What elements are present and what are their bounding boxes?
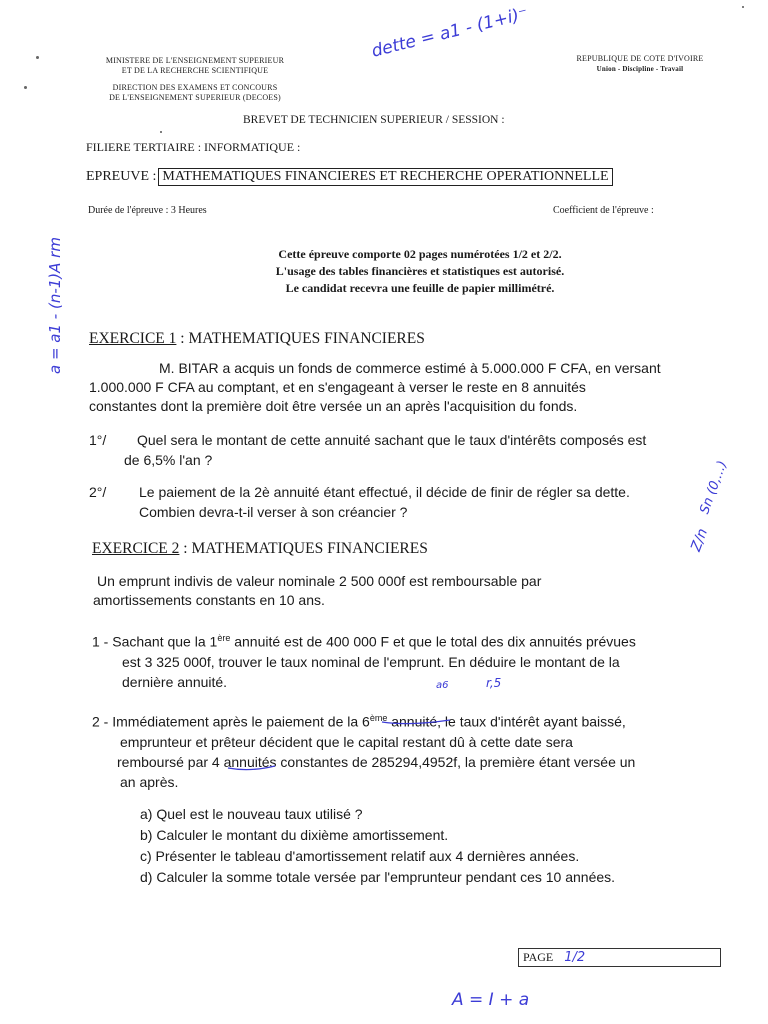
ex1-q1-number: 1°/ [89, 432, 107, 448]
ex2-sub-b: b) Calculer le montant du dixième amortissement. [140, 827, 449, 843]
handwritten-note-right-2: Sn (0,...) [697, 458, 731, 517]
duration-line: Durée de l'épreuve : 3 Heures [88, 205, 207, 216]
ex2-line-1: Un emprunt indivis de valeur nominale 2 500 000f est remboursable par [97, 573, 542, 589]
ex2-q1-line-c: dernière annuité. [122, 673, 228, 690]
ex1-q2-number: 2°/ [89, 484, 107, 500]
ex1-q2-line-a: Le paiement de la 2è annuité étant effectué, il décide de finir de régler sa dette. [139, 484, 630, 500]
handwritten-note-mid-1: a6 [436, 680, 449, 691]
ministry-line-2: ET DE LA RECHERCHE SCIENTIFIQUE [121, 66, 269, 75]
filiere-line: FILIERE TERTIAIRE : INFORMATIQUE : [86, 140, 301, 154]
ex1-line-1: M. BITAR a acquis un fonds de commerce estimé à 5.000.000 F CFA, en versant [159, 360, 661, 376]
underline-sixth-annuity [382, 720, 450, 724]
ex2-q1-post: annuité est de 400 000 F et que le total des dix annuités prévues [230, 633, 636, 650]
page-number: 1/2 [564, 950, 586, 965]
underline-four-annuities [228, 766, 275, 770]
ex2-sub-d: d) Calculer la somme totale versée par l'emprunteur pendant ces 10 années. [140, 869, 616, 885]
ex2-line-2: amortissements constants en 10 ans. [93, 592, 325, 608]
handwritten-note-bottom: A = I + a [452, 990, 530, 1010]
direction-line-2: DE L'ENSEIGNEMENT SUPERIEUR (DECOES) [109, 93, 281, 102]
ex1-line-2: 1.000.000 F CFA au comptant, et en s'engageant à verser le reste en 8 annuités [89, 379, 586, 395]
note-pages: Cette épreuve comporte 02 pages numérotées 1/2 et 2/2. [278, 247, 562, 261]
handwritten-note-right-1: Z/n [688, 526, 712, 554]
exercice-1-subject: : MATHEMATIQUES FINANCIERES [176, 330, 425, 347]
direction-line-1: DIRECTION DES EXAMENS ET CONCOURS [112, 83, 278, 92]
ministry-line-1: MINISTERE DE L'ENSEIGNEMENT SUPERIEUR [105, 56, 285, 65]
note-paper: Le candidat recevra une feuille de papier millimétré. [285, 281, 555, 295]
handwritten-note-left-margin: a = a1 - (n-1)A rm [46, 237, 64, 374]
ex1-q1-line-a: Quel sera le montant de cette annuité sachant que le taux d'intérêts composés est [137, 432, 647, 448]
ex1-q2-line-b: Combien devra-t-il verser à son créancier ? [139, 504, 408, 520]
epreuve-label: EPREUVE : [86, 169, 157, 184]
ex1-q1-line-b: de 6,5% l'an ? [124, 452, 213, 468]
epreuve-name-box: MATHEMATIQUES FINANCIERES ET RECHERCHE OPERATIONNELLE [158, 168, 612, 186]
motto-line: Union - Discipline - Travail [596, 65, 684, 73]
ex2-sub-a: a) Quel est le nouveau taux utilisé ? [140, 806, 363, 822]
ex2-q1-line-b: est 3 325 000f, trouver le taux nominal de l'emprunt. En déduire le montant de la [122, 653, 620, 670]
note-tables: L'usage des tables financières et statistiques est autorisé. [275, 264, 565, 278]
ex2-q2-sup: ème [369, 713, 388, 723]
exercice-1-number: EXERCICE 1 [89, 330, 177, 347]
ex2-q2-line-c: remboursé par 4 annuités constantes de 285294,4952f, la première étant versée un [117, 753, 636, 770]
handwritten-note-top: dette = a1 - (1+i)⁻ [369, 3, 530, 62]
exercice-2-subject: : MATHEMATIQUES FINANCIERES [179, 540, 428, 557]
republic-line: REPUBLIQUE DE COTE D'IVOIRE [576, 54, 704, 63]
page-label: PAGE [523, 950, 554, 964]
coefficient-line: Coefficient de l'épreuve : [553, 205, 654, 216]
exercice-2-number: EXERCICE 2 [92, 540, 180, 557]
ex2-q2-post: annuité, le taux d'intérêt ayant baissé, [387, 713, 626, 730]
exam-title: BREVET DE TECHNICIEN SUPERIEUR / SESSION : [243, 114, 505, 126]
ex2-q2-line-b: emprunteur et prêteur décident que le capital restant dû à cette date sera [120, 733, 573, 750]
ex2-sub-c: c) Présenter le tableau d'amortissement relatif aux 4 dernières années. [140, 848, 580, 864]
ex1-line-3: constantes dont la première doit être versée un an après l'acquisition du fonds. [89, 398, 578, 414]
handwritten-note-mid-2: r,5 [486, 676, 502, 690]
ex2-q1-pre: 1 - Sachant que la 1 [92, 633, 218, 650]
ex2-q2-pre: 2 - Immédiatement après le paiement de la 6 [92, 713, 370, 730]
ex2-q1-sup: ère [217, 633, 231, 643]
ex2-q2-line-d: an après. [120, 773, 179, 790]
